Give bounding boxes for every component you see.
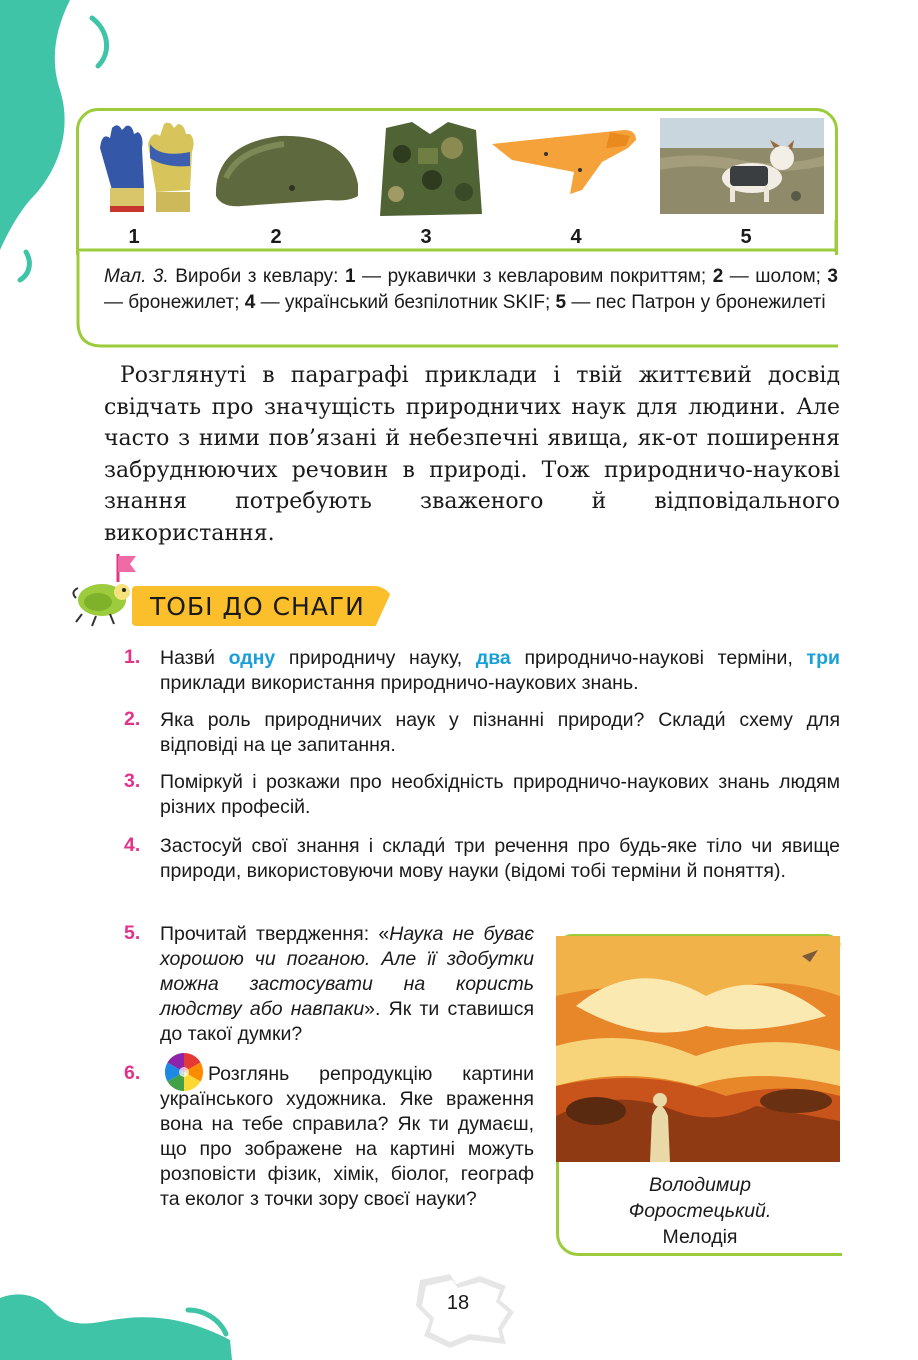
figure-number-3: 3 (420, 226, 432, 248)
question-3-number: 3. (124, 770, 141, 792)
figure-number-5: 5 (740, 226, 752, 248)
skif-drone-image (490, 118, 640, 222)
dog-patron-image (660, 118, 824, 214)
painting-caption: Володимир Форостецький. Мелодія (628, 1174, 772, 1248)
helmet-image (208, 118, 364, 222)
question-3: Поміркуй і розкажи про необхідність природничо-наукових знань людям різних професій. (160, 771, 840, 818)
question-6: Розглянь репродукцію картини українського художника. Яке враження вона на тебе справила? Як ти думаєш, що про зображене на картині можуть розповісти фізик, хімік, біолог, географ та еколог з точки зору своєї науки? (160, 1063, 534, 1210)
question-6-number: 6. (124, 1062, 141, 1084)
question-5-number: 5. (124, 922, 141, 944)
question-1: Назви́ одну природничу науку, два природничо-наукові терміни, три приклади використання природничо-наукових знань. (160, 647, 840, 694)
question-5: Прочитай твердження: «Наука не буває хорошою чи поганою. Але її здобутки можна застосувати на користь людству або навпаки». Як ти ставишся до такої думки? (160, 923, 535, 1045)
figure-number-2: 2 (270, 226, 282, 248)
question-4: Застосуй свої знання і склади́ три речення про будь-яке тіло чи явище природи, використовуючи мову науки (відомі тобі терміни й поняття). (160, 835, 840, 882)
main-paragraph: Розглянуті в параграфі приклади і твій життєвий досвід свідчать про значущість природничих наук для людини. Але часто з ними пов’язані й небезпечні явища, як-от поширення забруднюючих речовин в природі. Тож природничо-наукові знання потребують зваженого й відповідального використання. (104, 363, 840, 546)
question-1-number: 1. (124, 646, 141, 668)
question-2: Яка роль природничих наук у пізнанні природи? Склади́ схему для відповіді на це запитання. (160, 709, 840, 756)
corner-decoration-bottom (0, 1280, 240, 1360)
page-number: 18 (446, 1292, 470, 1314)
figure-caption: Мал. 3. Вироби з кевлару: 1 — рукавички з кевларовим покриттям; 2 — шолом; 3 — бронежилет; 4 — український безпілотник SKIF; 5 — пес Патрон у бронежилеті (104, 266, 838, 313)
bulletproof-vest-image (372, 118, 488, 222)
question-2-number: 2. (124, 708, 141, 730)
painting-melody-image (556, 936, 840, 1162)
figure-number-4: 4 (570, 226, 582, 248)
section-title: ТОБІ ДО СНАГИ (150, 592, 365, 621)
gloves-image (94, 118, 198, 222)
figure-number-1: 1 (128, 226, 140, 248)
beetle-mascot-icon (72, 552, 142, 628)
question-4-number: 4. (124, 834, 141, 856)
